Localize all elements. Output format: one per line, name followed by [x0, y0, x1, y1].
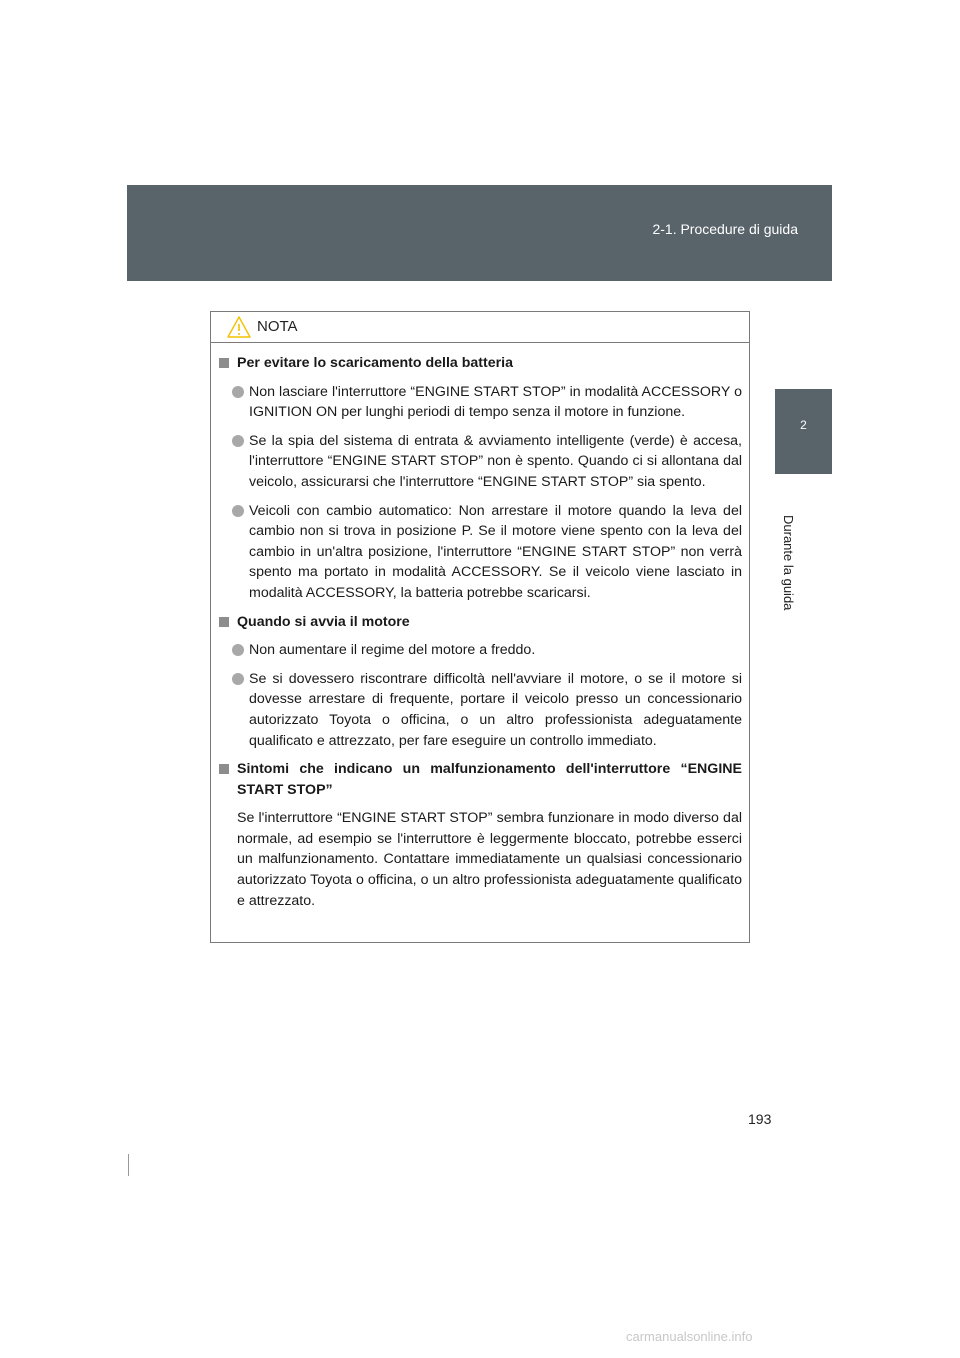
section-heading-text: Sintomi che indicano un malfunzionamento dell'interruttore “ENGINE START STOP”: [237, 761, 742, 798]
section-title: 2-1. Procedure di guida: [652, 221, 798, 237]
square-bullet-icon: [219, 617, 229, 627]
round-bullet-icon: [232, 435, 244, 447]
chapter-number: 2: [800, 418, 807, 432]
square-bullet-icon: [219, 358, 229, 368]
section-heading: [219, 759, 742, 800]
list-item: [219, 501, 742, 604]
section-heading: [219, 612, 742, 633]
square-bullet-icon: [219, 764, 229, 774]
list-item-text: Se si dovessero riscontrare difficoltà nell'avviare il motore, o se il motore si dovesse arrestare di frequente, portare il veicolo presso un concessionario autorizzato Toyota o officina, o un altro professionista adeguatamente qualificato e attrezzato, per fare eseguire un controllo immediato.: [249, 670, 742, 749]
list-item: [219, 669, 742, 751]
round-bullet-icon: [232, 505, 244, 517]
round-bullet-icon: [232, 673, 244, 685]
list-item-text: Se la spia del sistema di entrata & avviamento intelligente (verde) è accesa, l'interruttore “ENGINE START STOP” non è spento. Quando ci si allontana dal veicolo, assicurarsi che l'interruttore “ENGINE START STOP” sia spento.: [249, 432, 742, 490]
list-item-text: Non aumentare il regime del motore a freddo.: [249, 642, 536, 659]
list-item-text: Non lasciare l'interruttore “ENGINE START STOP” in modalità ACCESSORY o IGNITION ON per lunghi periodi di tempo senza il motore in funzione.: [249, 383, 742, 421]
list-item: [219, 431, 742, 493]
note-title: NOTA: [257, 318, 298, 335]
chapter-label-text: Durante la guida: [781, 515, 796, 611]
note-header: [211, 312, 749, 343]
page-number: 193: [748, 1111, 772, 1127]
section-paragraph: Se l'interruttore “ENGINE START STOP” sembra funzionare in modo diverso dal normale, ad esempio se l'interruttore è leggermente bloccato, potrebbe esserci un malfunzionamento. Contattare immediatamente un qualsiasi concessionario autorizzato Toyota o officina, o un altro professionista adeguatamente qualificato e attrezzato.: [237, 810, 742, 909]
margin-mark: [128, 1154, 129, 1176]
chapter-label: [779, 515, 799, 665]
warning-triangle-icon: [226, 315, 252, 339]
round-bullet-icon: [232, 644, 244, 656]
note-box: [210, 311, 750, 943]
list-item: [219, 640, 742, 661]
list-item-text: Veicoli con cambio automatico: Non arrestare il motore quando la leva del cambio non si trova in posizione P. Se il motore viene spento con la leva del cambio in un'altra posizione, l'interruttore “ENGINE START STOP” non verrà spento ma portato in modalità ACCESSORY. Se il veicolo viene lasciato in modalità ACCESSORY, la batteria potrebbe scaricarsi.: [249, 502, 742, 601]
watermark-text: carmanualsonline.info: [626, 1329, 753, 1344]
chapter-tab: [775, 389, 832, 474]
section-heading-text: Per evitare lo scaricamento della batteria: [237, 355, 513, 371]
list-item: [219, 382, 742, 423]
round-bullet-icon: [232, 386, 244, 398]
section-heading-text: Quando si avvia il motore: [237, 613, 410, 630]
note-body: [211, 343, 749, 911]
header-bar: [127, 185, 832, 281]
section-heading: [219, 353, 742, 374]
